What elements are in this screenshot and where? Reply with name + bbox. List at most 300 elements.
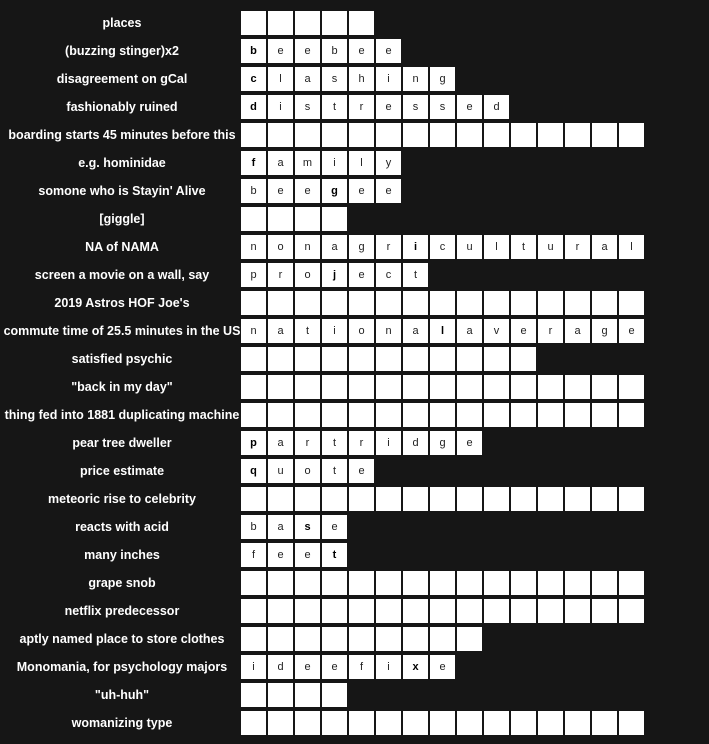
letter-cell[interactable]: e [348, 262, 375, 288]
letter-cell[interactable]: a [267, 150, 294, 176]
letter-cell[interactable] [510, 346, 537, 372]
letter-cell[interactable]: r [375, 234, 402, 260]
letter-cell[interactable] [348, 626, 375, 652]
letter-cell[interactable] [321, 10, 348, 36]
letter-cell[interactable]: i [240, 654, 267, 680]
letter-cell[interactable]: e [294, 178, 321, 204]
letter-cell[interactable] [321, 122, 348, 148]
letter-cell[interactable] [240, 290, 267, 316]
letter-cell[interactable]: b [240, 178, 267, 204]
letter-cell[interactable]: f [240, 542, 267, 568]
clue-row [0, 233, 709, 261]
letter-cell[interactable]: g [591, 318, 618, 344]
letter-cell[interactable]: q [240, 458, 267, 484]
letter-cell[interactable]: a [564, 318, 591, 344]
letter-cell[interactable] [321, 626, 348, 652]
letter-cell[interactable] [456, 710, 483, 736]
letter-cell[interactable] [321, 598, 348, 624]
answer-cells [240, 710, 645, 736]
letter-cell[interactable] [510, 598, 537, 624]
letter-cell[interactable]: t [321, 430, 348, 456]
letter-cell[interactable] [240, 374, 267, 400]
letter-cell[interactable]: e [321, 514, 348, 540]
letter-cell[interactable]: i [375, 66, 402, 92]
letter-cell[interactable] [591, 598, 618, 624]
letter-cell[interactable] [429, 290, 456, 316]
letter-cell[interactable]: g [429, 430, 456, 456]
letter-cell[interactable] [294, 626, 321, 652]
letter-cell[interactable] [267, 570, 294, 596]
answer-cells [240, 402, 645, 428]
letter-cell[interactable] [429, 402, 456, 428]
clue-text: many inches [84, 548, 160, 562]
letter-cell[interactable]: e [510, 318, 537, 344]
letter-cell[interactable]: s [402, 94, 429, 120]
letter-cell[interactable]: a [267, 318, 294, 344]
letter-cell[interactable]: x [402, 654, 429, 680]
clue-text: meteoric rise to celebrity [48, 492, 196, 506]
letter-cell[interactable]: a [267, 514, 294, 540]
letter-cell[interactable] [294, 682, 321, 708]
letter-cell[interactable] [618, 402, 645, 428]
letter-cell[interactable]: o [294, 458, 321, 484]
letter-cell[interactable]: j [321, 262, 348, 288]
letter-cell[interactable] [618, 486, 645, 512]
letter-cell[interactable] [267, 682, 294, 708]
letter-cell[interactable] [321, 682, 348, 708]
letter-cell[interactable] [618, 122, 645, 148]
letter-cell[interactable] [348, 346, 375, 372]
letter-cell[interactable]: o [348, 318, 375, 344]
letter-cell[interactable] [348, 10, 375, 36]
letter-cell[interactable]: f [348, 654, 375, 680]
answer-cells [240, 626, 483, 652]
letter-cell[interactable]: d [267, 654, 294, 680]
letter-cell[interactable] [537, 122, 564, 148]
letter-cell[interactable] [402, 486, 429, 512]
letter-cell[interactable] [591, 122, 618, 148]
letter-cell[interactable]: l [348, 150, 375, 176]
letter-cell[interactable] [294, 570, 321, 596]
letter-cell[interactable] [375, 486, 402, 512]
letter-cell[interactable] [591, 570, 618, 596]
clue-row [0, 569, 709, 597]
letter-cell[interactable] [294, 598, 321, 624]
letter-cell[interactable] [348, 486, 375, 512]
letter-cell[interactable] [429, 626, 456, 652]
letter-cell[interactable] [510, 710, 537, 736]
letter-cell[interactable] [456, 122, 483, 148]
letter-cell[interactable] [402, 626, 429, 652]
letter-cell[interactable] [564, 570, 591, 596]
letter-cell[interactable] [321, 710, 348, 736]
letter-cell[interactable]: v [483, 318, 510, 344]
letter-cell[interactable]: g [321, 178, 348, 204]
answer-cells [240, 542, 348, 568]
answer-cells [240, 514, 348, 540]
letter-cell[interactable] [591, 374, 618, 400]
clue-text: pear tree dweller [72, 436, 172, 450]
letter-cell[interactable] [456, 290, 483, 316]
letter-cell[interactable]: t [321, 458, 348, 484]
letter-cell[interactable]: o [267, 234, 294, 260]
letter-cell[interactable] [348, 598, 375, 624]
answer-cells [240, 178, 402, 204]
letter-cell[interactable] [294, 402, 321, 428]
letter-cell[interactable] [402, 374, 429, 400]
letter-cell[interactable] [267, 374, 294, 400]
letter-cell[interactable] [267, 10, 294, 36]
letter-cell[interactable]: e [348, 178, 375, 204]
letter-cell[interactable]: s [429, 94, 456, 120]
letter-cell[interactable] [483, 570, 510, 596]
letter-cell[interactable]: b [240, 514, 267, 540]
letter-cell[interactable]: i [267, 94, 294, 120]
letter-cell[interactable] [267, 710, 294, 736]
clue-row [0, 625, 709, 653]
letter-cell[interactable] [321, 206, 348, 232]
letter-cell[interactable] [294, 346, 321, 372]
letter-cell[interactable] [537, 710, 564, 736]
letter-cell[interactable]: e [267, 178, 294, 204]
letter-cell[interactable]: h [348, 66, 375, 92]
letter-cell[interactable]: l [483, 234, 510, 260]
letter-cell[interactable] [456, 626, 483, 652]
letter-cell[interactable] [294, 206, 321, 232]
letter-cell[interactable] [429, 374, 456, 400]
letter-cell[interactable] [537, 598, 564, 624]
letter-cell[interactable]: i [402, 234, 429, 260]
letter-cell[interactable] [510, 374, 537, 400]
letter-cell[interactable]: c [429, 234, 456, 260]
letter-cell[interactable]: n [294, 234, 321, 260]
letter-cell[interactable] [402, 346, 429, 372]
letter-cell[interactable]: l [618, 234, 645, 260]
letter-cell[interactable]: s [294, 94, 321, 120]
letter-cell[interactable] [294, 486, 321, 512]
letter-cell[interactable]: e [429, 654, 456, 680]
letter-cell[interactable] [618, 710, 645, 736]
letter-cell[interactable] [456, 570, 483, 596]
letter-cell[interactable]: u [456, 234, 483, 260]
letter-cell[interactable]: e [375, 38, 402, 64]
letter-cell[interactable] [591, 402, 618, 428]
letter-cell[interactable] [348, 290, 375, 316]
letter-cell[interactable] [240, 570, 267, 596]
letter-cell[interactable]: f [240, 150, 267, 176]
letter-cell[interactable] [483, 122, 510, 148]
letter-cell[interactable] [375, 374, 402, 400]
letter-cell[interactable] [537, 486, 564, 512]
letter-cell[interactable] [294, 122, 321, 148]
letter-cell[interactable]: b [321, 38, 348, 64]
letter-cell[interactable] [267, 626, 294, 652]
answer-cells [240, 486, 645, 512]
letter-cell[interactable] [348, 710, 375, 736]
clue-text: thing fed into 1881 duplicating machine [4, 408, 240, 422]
letter-cell[interactable] [618, 570, 645, 596]
clue-text: places [102, 16, 142, 30]
clue-row [0, 317, 709, 345]
letter-cell[interactable]: s [321, 66, 348, 92]
letter-cell[interactable]: n [402, 66, 429, 92]
letter-cell[interactable] [429, 122, 456, 148]
letter-cell[interactable] [267, 346, 294, 372]
letter-cell[interactable] [537, 570, 564, 596]
letter-cell[interactable]: r [267, 262, 294, 288]
letter-cell[interactable] [294, 374, 321, 400]
letter-cell[interactable] [240, 486, 267, 512]
clue-row [0, 37, 709, 65]
letter-cell[interactable] [348, 374, 375, 400]
letter-cell[interactable] [267, 206, 294, 232]
letter-cell[interactable] [618, 598, 645, 624]
letter-cell[interactable] [375, 402, 402, 428]
clue-text: grape snob [88, 576, 156, 590]
letter-cell[interactable] [537, 374, 564, 400]
answer-cells [240, 38, 402, 64]
letter-cell[interactable]: e [618, 318, 645, 344]
letter-cell[interactable] [483, 346, 510, 372]
clue-row [0, 121, 709, 149]
letter-cell[interactable] [240, 346, 267, 372]
letter-cell[interactable]: s [294, 514, 321, 540]
letter-cell[interactable] [483, 710, 510, 736]
letter-cell[interactable]: u [537, 234, 564, 260]
letter-cell[interactable]: p [240, 262, 267, 288]
letter-cell[interactable] [240, 710, 267, 736]
letter-cell[interactable] [294, 10, 321, 36]
letter-cell[interactable]: t [294, 318, 321, 344]
letter-cell[interactable] [510, 402, 537, 428]
letter-cell[interactable] [375, 598, 402, 624]
letter-cell[interactable] [456, 374, 483, 400]
letter-cell[interactable]: e [348, 458, 375, 484]
letter-cell[interactable] [267, 402, 294, 428]
letter-cell[interactable] [456, 346, 483, 372]
letter-cell[interactable]: p [240, 430, 267, 456]
letter-cell[interactable] [564, 710, 591, 736]
letter-cell[interactable]: t [510, 234, 537, 260]
letter-cell[interactable] [240, 626, 267, 652]
letter-cell[interactable] [240, 206, 267, 232]
clue-row [0, 485, 709, 513]
letter-cell[interactable] [375, 290, 402, 316]
letter-cell[interactable]: e [294, 542, 321, 568]
letter-cell[interactable]: e [348, 38, 375, 64]
letter-cell[interactable] [321, 290, 348, 316]
letter-cell[interactable]: y [375, 150, 402, 176]
letter-cell[interactable] [483, 486, 510, 512]
letter-cell[interactable]: o [294, 262, 321, 288]
letter-cell[interactable] [348, 122, 375, 148]
letter-cell[interactable]: n [240, 318, 267, 344]
letter-cell[interactable]: r [348, 430, 375, 456]
letter-cell[interactable]: e [267, 38, 294, 64]
letter-cell[interactable] [240, 598, 267, 624]
letter-cell[interactable] [429, 598, 456, 624]
letter-cell[interactable]: b [240, 38, 267, 64]
clue-row [0, 541, 709, 569]
letter-cell[interactable]: a [294, 66, 321, 92]
letter-cell[interactable] [564, 290, 591, 316]
clue-text: screen a movie on a wall, say [34, 268, 210, 282]
letter-cell[interactable]: u [267, 458, 294, 484]
letter-cell[interactable] [429, 710, 456, 736]
letter-cell[interactable] [618, 290, 645, 316]
letter-cell[interactable] [591, 290, 618, 316]
letter-cell[interactable] [591, 486, 618, 512]
letter-cell[interactable] [618, 374, 645, 400]
letter-cell[interactable]: l [267, 66, 294, 92]
letter-cell[interactable]: e [321, 654, 348, 680]
letter-cell[interactable] [510, 486, 537, 512]
letter-cell[interactable]: a [402, 318, 429, 344]
letter-cell[interactable] [240, 122, 267, 148]
letter-cell[interactable] [240, 10, 267, 36]
letter-cell[interactable] [402, 570, 429, 596]
letter-cell[interactable]: a [321, 234, 348, 260]
clue-row [0, 401, 709, 429]
letter-cell[interactable] [267, 486, 294, 512]
letter-cell[interactable] [294, 710, 321, 736]
letter-cell[interactable]: d [240, 94, 267, 120]
letter-cell[interactable]: i [321, 318, 348, 344]
letter-cell[interactable]: g [348, 234, 375, 260]
letter-cell[interactable] [402, 598, 429, 624]
letter-cell[interactable] [402, 290, 429, 316]
letter-cell[interactable] [537, 290, 564, 316]
letter-cell[interactable] [267, 122, 294, 148]
clue-row [0, 261, 709, 289]
letter-cell[interactable] [564, 374, 591, 400]
letter-cell[interactable]: i [375, 430, 402, 456]
letter-cell[interactable] [537, 402, 564, 428]
letter-cell[interactable]: t [321, 94, 348, 120]
letter-cell[interactable]: e [294, 654, 321, 680]
letter-cell[interactable] [564, 598, 591, 624]
letter-cell[interactable]: m [294, 150, 321, 176]
letter-cell[interactable]: a [456, 318, 483, 344]
letter-cell[interactable]: r [294, 430, 321, 456]
clue-row [0, 93, 709, 121]
letter-cell[interactable] [483, 374, 510, 400]
letter-cell[interactable] [429, 346, 456, 372]
letter-cell[interactable] [510, 570, 537, 596]
clue-text: (buzzing stinger)x2 [65, 44, 179, 58]
clue-row [0, 65, 709, 93]
letter-cell[interactable]: r [564, 234, 591, 260]
letter-cell[interactable] [294, 290, 321, 316]
letter-cell[interactable] [240, 402, 267, 428]
letter-cell[interactable]: d [483, 94, 510, 120]
letter-cell[interactable] [456, 486, 483, 512]
letter-cell[interactable]: c [375, 262, 402, 288]
letter-cell[interactable] [483, 402, 510, 428]
letter-cell[interactable] [483, 598, 510, 624]
letter-cell[interactable] [267, 598, 294, 624]
clue-row [0, 149, 709, 177]
letter-cell[interactable]: e [375, 178, 402, 204]
letter-cell[interactable]: l [429, 318, 456, 344]
letter-cell[interactable]: e [294, 38, 321, 64]
letter-cell[interactable]: g [429, 66, 456, 92]
letter-cell[interactable]: e [456, 430, 483, 456]
letter-cell[interactable] [321, 570, 348, 596]
letter-cell[interactable] [321, 374, 348, 400]
letter-cell[interactable] [429, 486, 456, 512]
letter-cell[interactable] [402, 122, 429, 148]
answer-cells [240, 430, 483, 456]
letter-cell[interactable]: a [267, 430, 294, 456]
clue-text: somone who is Stayin' Alive [38, 184, 206, 198]
letter-cell[interactable] [321, 402, 348, 428]
letter-cell[interactable] [510, 122, 537, 148]
letter-cell[interactable]: i [375, 654, 402, 680]
clue-row [0, 429, 709, 457]
letter-cell[interactable] [375, 122, 402, 148]
letter-cell[interactable]: c [240, 66, 267, 92]
letter-cell[interactable] [375, 626, 402, 652]
answer-cells [240, 94, 510, 120]
letter-cell[interactable] [240, 682, 267, 708]
letter-cell[interactable] [564, 402, 591, 428]
letter-cell[interactable] [321, 346, 348, 372]
answer-cells [240, 150, 402, 176]
clue-row [0, 177, 709, 205]
letter-cell[interactable]: n [375, 318, 402, 344]
letter-cell[interactable]: i [321, 150, 348, 176]
letter-cell[interactable]: r [348, 94, 375, 120]
letter-cell[interactable] [429, 570, 456, 596]
letter-cell[interactable] [564, 122, 591, 148]
clue-text: boarding starts 45 minutes before this [8, 128, 236, 142]
answer-cells [240, 458, 375, 484]
letter-cell[interactable] [402, 710, 429, 736]
letter-cell[interactable] [375, 570, 402, 596]
letter-cell[interactable] [375, 710, 402, 736]
letter-cell[interactable]: e [267, 542, 294, 568]
letter-cell[interactable] [402, 402, 429, 428]
clue-text: commute time of 25.5 minutes in the US [3, 324, 241, 338]
letter-cell[interactable] [321, 486, 348, 512]
letter-cell[interactable] [456, 402, 483, 428]
letter-cell[interactable]: t [321, 542, 348, 568]
clue-text: Monomania, for psychology majors [16, 660, 228, 674]
answer-cells [240, 66, 456, 92]
letter-cell[interactable] [483, 290, 510, 316]
letter-cell[interactable] [510, 290, 537, 316]
letter-cell[interactable] [348, 402, 375, 428]
letter-cell[interactable] [267, 290, 294, 316]
letter-cell[interactable] [375, 346, 402, 372]
letter-cell[interactable]: e [456, 94, 483, 120]
clue-row [0, 709, 709, 737]
letter-cell[interactable]: e [375, 94, 402, 120]
letter-cell[interactable]: n [240, 234, 267, 260]
letter-cell[interactable]: a [591, 234, 618, 260]
letter-cell[interactable] [564, 486, 591, 512]
answer-cells [240, 290, 645, 316]
letter-cell[interactable] [456, 598, 483, 624]
letter-cell[interactable]: d [402, 430, 429, 456]
letter-cell[interactable]: r [537, 318, 564, 344]
answer-cells [240, 318, 645, 344]
letter-cell[interactable] [348, 570, 375, 596]
letter-cell[interactable]: t [402, 262, 429, 288]
letter-cell[interactable] [591, 710, 618, 736]
clue-text: disagreement on gCal [56, 72, 188, 86]
